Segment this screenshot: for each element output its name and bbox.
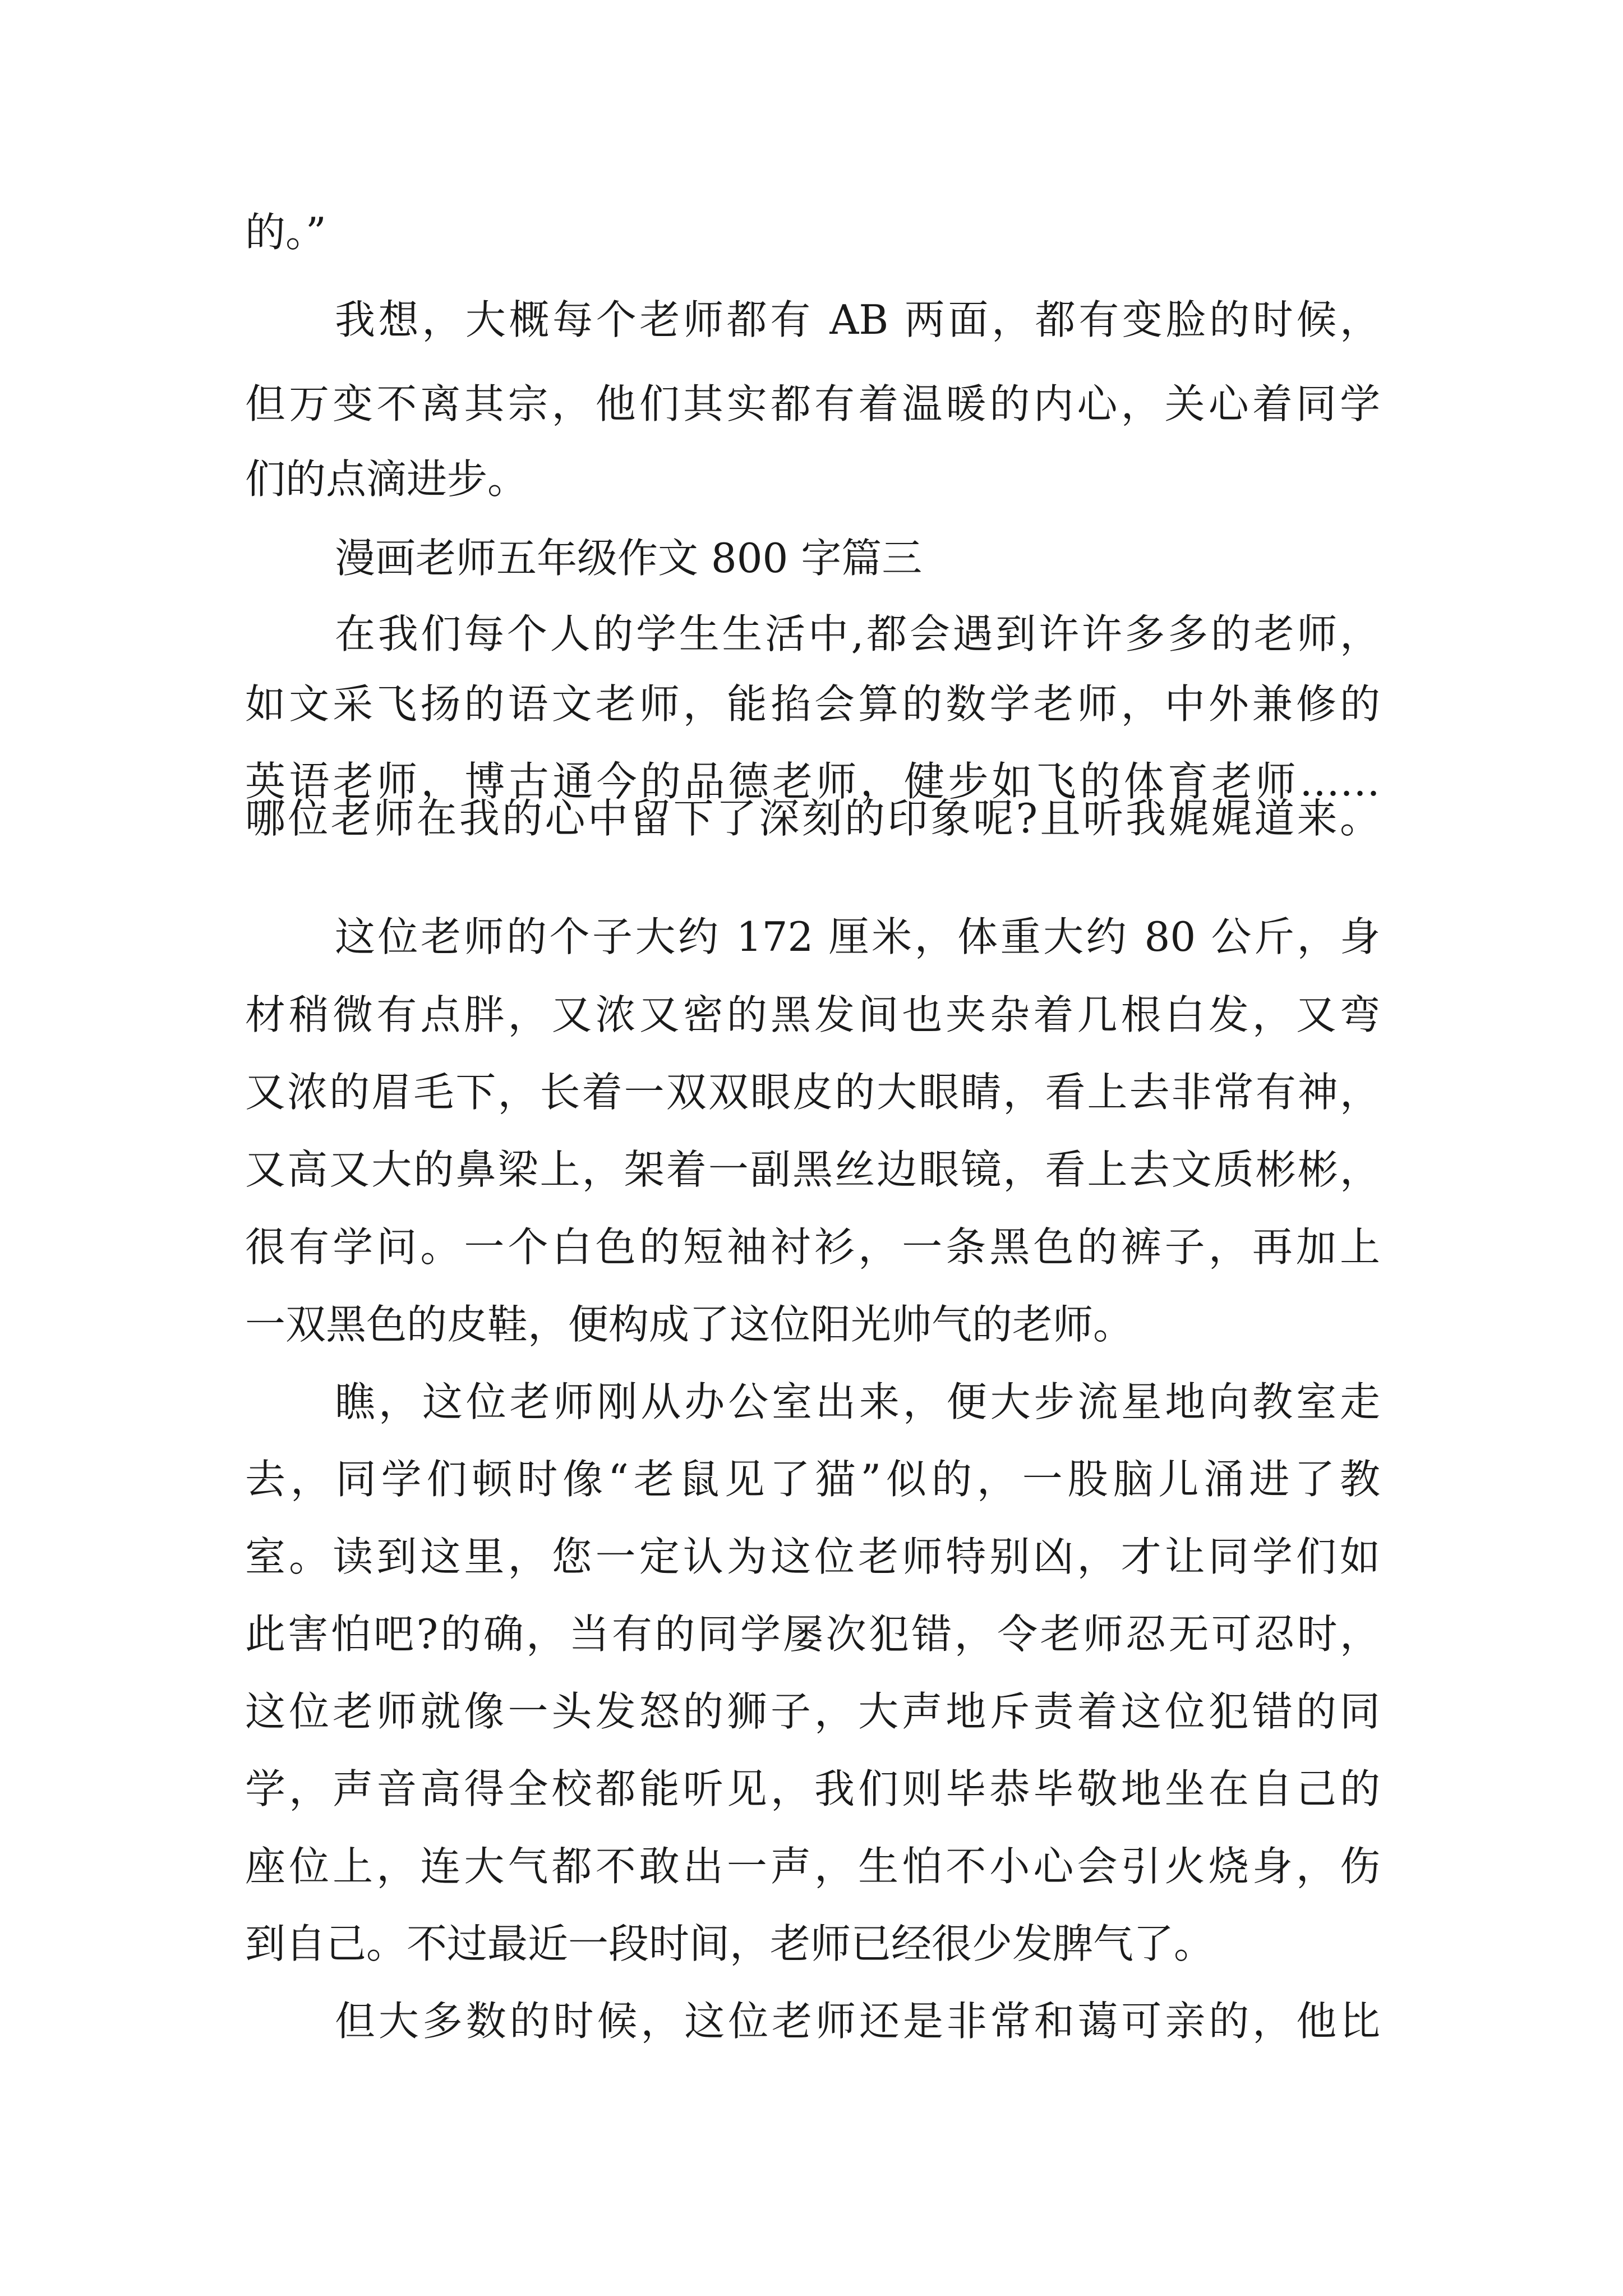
text-line: 很有学问。一个白色的短袖衬衫，一条黑色的裤子，再加上	[245, 1223, 1380, 1271]
text-line: 学，声音高得全校都能听见，我们则毕恭毕敬地坐在自己的	[245, 1765, 1380, 1812]
text-line: 的。”	[245, 209, 326, 256]
text-line: 们的点滴进步。	[245, 455, 528, 503]
text-line: 又浓的眉毛下，长着一双双眼皮的大眼睛，看上去非常有神，	[245, 1069, 1380, 1116]
text-line: 室。读到这里，您一定认为这位老师特别凶，才让同学们如	[245, 1533, 1380, 1580]
text-line: 此害怕吧?的确，当有的同学屡次犯错，令老师忍无可忍时，	[245, 1611, 1380, 1658]
paragraph-first-line: 瞧，这位老师刚从办公室出来，便大步流星地向教室走	[335, 1378, 1380, 1425]
text-line: 哪位老师在我的心中留下了深刻的印象呢?且听我娓娓道来。	[245, 795, 1380, 842]
section-heading: 漫画老师五年级作文 800 字篇三	[335, 535, 923, 582]
text-line: 但万变不离其宗，他们其实都有着温暖的内心，关心着同学	[245, 380, 1380, 427]
text-line: 如文采飞扬的语文老师，能掐会算的数学老师，中外兼修的	[245, 680, 1380, 728]
text-line: 这位老师就像一头发怒的狮子，大声地斥责着这位犯错的同	[245, 1688, 1380, 1735]
text-line: 英语老师，博古通今的品德老师，健步如飞的体育老师……	[245, 758, 1380, 805]
text-line: 一双黑色的皮鞋，便构成了这位阳光帅气的老师。	[245, 1301, 1134, 1348]
text-line: 座位上，连大气都不敢出一声，生怕不小心会引火烧身，伤	[245, 1843, 1380, 1890]
text-line: 到自己。不过最近一段时间，老师已经很少发脾气了。	[245, 1920, 1215, 1967]
text-line: 去，同学们顿时像“老鼠见了猫”似的，一股脑儿涌进了教	[245, 1456, 1380, 1503]
paragraph-first-line: 但大多数的时候，这位老师还是非常和蔼可亲的，他比	[335, 1998, 1380, 2045]
text-line: 又高又大的鼻梁上，架着一副黑丝边眼镜，看上去文质彬彬，	[245, 1146, 1380, 1193]
text-line: 材稍微有点胖，又浓又密的黑发间也夹杂着几根白发，又弯	[245, 991, 1380, 1038]
paragraph-first-line: 我想，大概每个老师都有 AB 两面，都有变脸的时候，	[335, 296, 1380, 343]
paragraph-first-line: 这位老师的个子大约 172 厘米，体重大约 80 公斤，身	[335, 913, 1380, 960]
paragraph-first-line: 在我们每个人的学生生活中,都会遇到许许多多的老师，	[335, 610, 1380, 657]
